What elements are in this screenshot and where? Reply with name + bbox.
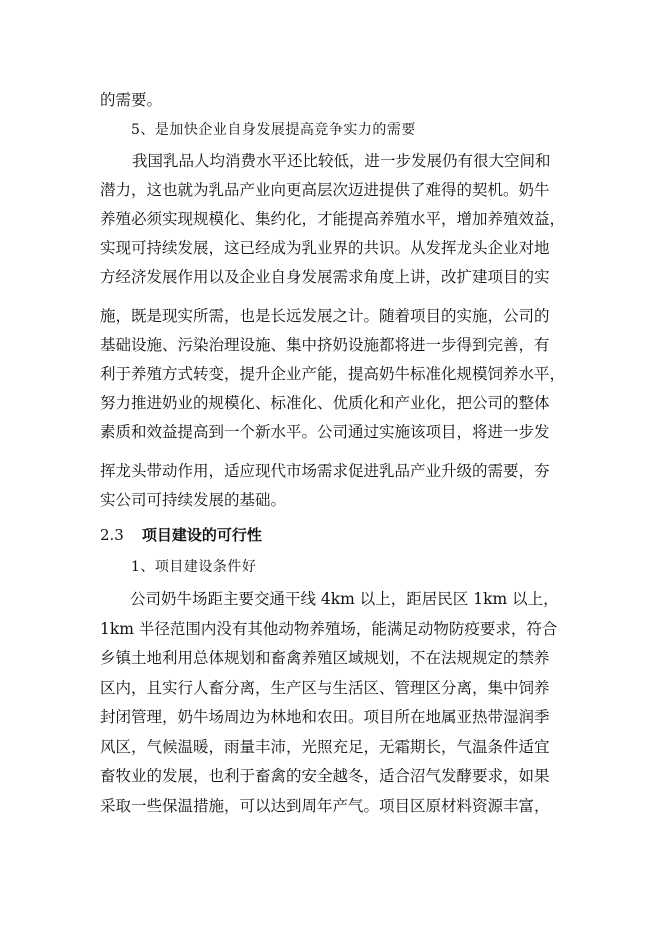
paragraph-line: 实公司可持续发展的基础。 [100, 491, 287, 509]
section-title: 项目建设的可行性 [141, 526, 262, 544]
paragraph-line: 采取一些保温措施，可以达到周年产气。项目区原材料资源丰富， [100, 797, 550, 815]
paragraph-line: 畜牧业的发展，也利于畜禽的安全越冬，适合沼气发酵要求，如果 [100, 767, 550, 785]
paragraph-line: 潜力，这也就为乳品产业向更高层次迈进提供了难得的契机。奶牛 [100, 181, 550, 199]
paragraph-line: 风区，气候温暖，雨量丰沛，光照充足，无霜期长，气温条件适宜 [100, 738, 550, 756]
paragraph-line: 施，既是现实所需，也是长远发展之计。随着项目的实施，公司的 [100, 307, 550, 325]
paragraph-line: 实现可持续发展，这已经成为乳业界的共识。从发挥龙头企业对地 [100, 239, 550, 257]
paragraph-line: 公司奶牛场距主要交通干线 4km 以上，距居民区 1km 以上， [130, 590, 559, 608]
subheading-1: 1、项目建设条件好 [131, 559, 257, 575]
paragraph-line: 我国乳品人均消费水平还比较低，进一步发展仍有很大空间和 [132, 152, 551, 170]
paragraph-line: 素质和效益提高到一个新水平。公司通过实施该项目，将进一步发 [100, 423, 550, 441]
section-number: 2.3 [100, 526, 124, 544]
paragraph-line: 养殖必须实现规模化、集约化，才能提高养殖水平，增加养殖效益， [100, 210, 566, 228]
paragraph-line: 努力推进奶业的规模化、标准化、优质化和产业化，把公司的整体 [100, 394, 550, 412]
paragraph-line: 利于养殖方式转变，提升企业产能，提高奶牛标准化规模饲养水平， [100, 365, 566, 383]
paragraph-line: 封闭管理，奶牛场周边为林地和农田。项目所在地属亚热带湿润季 [100, 708, 550, 726]
paragraph-line: 基础设施、污染治理设施、集中挤奶设施都将进一步得到完善，有 [100, 336, 550, 354]
paragraph-line: 乡镇土地利用总体规划和畜禽养殖区域规划，不在法规规定的禁养 [100, 649, 550, 667]
paragraph-line: 方经济发展作用以及企业自身发展需求角度上讲，改扩建项目的实 [100, 268, 550, 286]
paragraph-line: 1km 半径范围内没有其他动物养殖场，能满足动物防疫要求，符合 [100, 620, 558, 638]
paragraph-line: 区内，且实行人畜分离，生产区与生活区、管理区分离，集中饲养 [100, 679, 550, 697]
paragraph-line: 挥龙头带动作用，适应现代市场需求促进乳品产业升级的需要，夯 [100, 462, 550, 480]
paragraph-line: 的需要。 [100, 91, 163, 109]
subheading-5: 5、是加快企业自身发展提高竞争实力的需要 [131, 122, 416, 138]
section-heading [100, 523, 262, 547]
